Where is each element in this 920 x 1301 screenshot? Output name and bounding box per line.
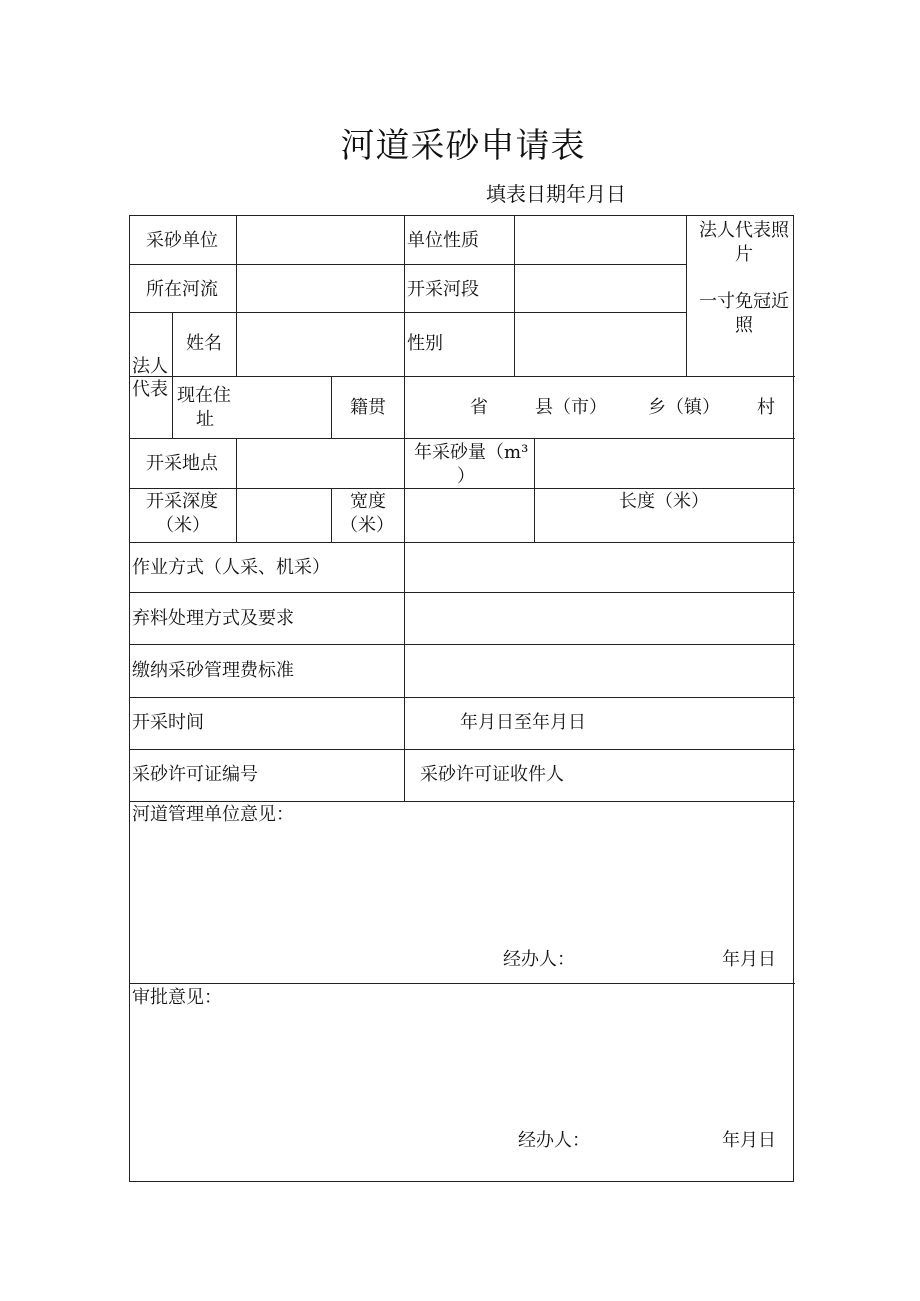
method-label: 作业方式（人采、机采） [132, 557, 330, 578]
page-title: 河道采砂申请表 [340, 126, 586, 166]
depth-field[interactable] [237, 489, 331, 542]
name-field[interactable] [237, 313, 404, 376]
photo-size-label-2: 照 [735, 315, 753, 336]
annual-output-label-2: ） [457, 466, 475, 487]
date-label-2: 年月日 [722, 1130, 776, 1151]
handler-label: 经办人： [503, 949, 575, 970]
county-label: 县（市） [535, 397, 607, 418]
gender-field[interactable] [515, 313, 686, 376]
permit-recipient-label: 采砂许可证收件人 [420, 764, 564, 785]
waste-field[interactable] [405, 593, 795, 644]
photo-label-1: 法人代表照 [699, 220, 789, 241]
annual-output-field[interactable] [535, 439, 795, 488]
legal-rep-label-1: 法人 [132, 356, 168, 377]
depth-label-1: 开采深度 [146, 491, 218, 512]
unit-label: 采砂单位 [146, 230, 218, 251]
address-label-2: 址 [196, 409, 214, 430]
rule-row-10 [130, 749, 795, 750]
legal-rep-label-2: 代表 [132, 379, 168, 400]
width-label-1: 宽度 [350, 491, 386, 512]
site-field[interactable] [237, 439, 404, 488]
col-rule-202 [331, 376, 332, 438]
township-label: 乡（镇） [648, 397, 720, 418]
handler-label-2: 经办人： [518, 1130, 590, 1151]
width-label-2: （米） [340, 515, 394, 536]
fee-field[interactable] [405, 645, 795, 697]
permit-no-label: 采砂许可证编号 [132, 764, 258, 785]
annual-output-label-1: 年采砂量（m³ [414, 442, 529, 463]
rule-row-12 [130, 983, 795, 984]
photo-size-label-1: 一寸免冠近 [699, 291, 789, 312]
river-opinion-field[interactable] [130, 828, 795, 948]
col-rule-202b [331, 488, 332, 542]
river-field[interactable] [237, 265, 404, 312]
application-form-table [129, 215, 794, 1182]
approval-label: 审批意见： [132, 987, 222, 1008]
photo-label-2: 片 [735, 244, 753, 265]
col-rule-42 [172, 312, 173, 438]
width-field[interactable] [405, 489, 534, 542]
unit-nature-label: 单位性质 [407, 230, 479, 251]
fee-label: 缴纳采砂管理费标准 [132, 660, 294, 681]
fill-date: 填表日期年月日 [486, 182, 626, 206]
section-label: 开采河段 [407, 279, 479, 300]
address-label-1: 现在住 [177, 385, 231, 406]
rule-row-11 [130, 801, 795, 802]
col-rule-557 [686, 216, 687, 376]
gender-label: 性别 [407, 333, 443, 354]
site-label: 开采地点 [146, 453, 218, 474]
rule-row-3 [130, 376, 795, 377]
river-label: 所在河流 [146, 279, 218, 300]
unit-nature-field[interactable] [515, 216, 686, 264]
section-field[interactable] [515, 265, 686, 312]
river-opinion-label: 河道管理单位意见： [132, 804, 294, 825]
depth-label-2: （米） [156, 515, 210, 536]
date-label: 年月日 [722, 949, 776, 970]
rule-row-9 [130, 697, 795, 698]
time-label: 开采时间 [132, 712, 204, 733]
name-label: 姓名 [186, 333, 222, 354]
time-value: 年月日至年月日 [460, 712, 586, 733]
province-label: 省 [470, 397, 488, 418]
approval-field[interactable] [130, 1011, 795, 1121]
village-label: 村 [757, 397, 775, 418]
method-field[interactable] [405, 543, 795, 592]
unit-field[interactable] [237, 216, 404, 264]
address-field[interactable] [237, 377, 331, 438]
col-rule-275 [404, 216, 405, 376]
waste-label: 弃料处理方式及要求 [132, 608, 294, 629]
length-label: 长度（米） [619, 491, 709, 512]
origin-label: 籍贯 [350, 397, 386, 418]
